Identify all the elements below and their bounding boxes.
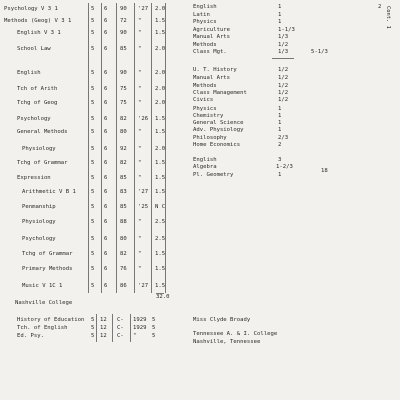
course-col-a: 5 <box>91 283 95 289</box>
course-col-a: 5 <box>91 266 95 272</box>
course-col-b: 6 <box>104 283 108 289</box>
left-total: 32.0 <box>156 294 170 300</box>
course-date: " <box>138 46 142 52</box>
column-divider <box>88 3 89 293</box>
course-grade: 85 <box>120 204 127 210</box>
course-col-a: 5 <box>91 204 95 210</box>
nashville-course-b: 12 <box>100 317 107 323</box>
course-date: '27 <box>138 6 149 12</box>
course-date: '27 <box>138 283 149 289</box>
column-divider <box>101 3 102 293</box>
course-credit: 2.0 <box>155 100 166 106</box>
course-date: " <box>138 146 142 152</box>
nashville-column-divider <box>130 314 131 342</box>
course-name: Primary Methods <box>22 266 73 272</box>
course-date: " <box>138 30 142 36</box>
course-date: " <box>138 18 142 24</box>
column-divider <box>134 3 135 293</box>
course-credit: 1.5 <box>155 283 166 289</box>
course-date: " <box>138 160 142 166</box>
right-bottom-subject: Algebra <box>193 164 217 170</box>
right-bottom-subject: Chemistry <box>193 113 224 119</box>
right-bottom-value: 1/2 <box>278 75 289 81</box>
course-name: Tchg of Grammar <box>17 160 68 166</box>
course-date: " <box>138 251 142 257</box>
right-bottom-subject: Pl. Geometry <box>193 172 234 178</box>
course-credit: 2.0 <box>155 6 166 12</box>
course-col-b: 6 <box>104 189 108 195</box>
right-bottom-value: 1/2 <box>278 67 289 73</box>
course-name: Methods (Geog) V 3 1 <box>4 18 72 24</box>
course-name: Physiology <box>22 146 56 152</box>
course-name: Penmanship <box>22 204 56 210</box>
nashville-heading: Nashville College <box>15 300 73 306</box>
right-bottom-subject: English <box>193 157 217 163</box>
course-col-b: 6 <box>104 175 108 181</box>
course-grade: 88 <box>120 219 127 225</box>
nashville-course-cr: 5 <box>152 333 156 339</box>
nashville-course-date: 1929 <box>133 325 147 331</box>
right-bottom-value: 1 <box>278 113 282 119</box>
right-bottom-subject: Physics <box>193 106 217 112</box>
course-date: " <box>138 236 142 242</box>
right-bottom-subject: General Science <box>193 120 244 126</box>
course-grade: 82 <box>120 251 127 257</box>
right-bottom-subject: U. T. History <box>193 67 237 73</box>
course-grade: 90 <box>120 6 127 12</box>
right-bottom-value: 1 <box>278 127 282 133</box>
side-annotation: Cont. 1 <box>385 6 391 29</box>
course-grade: 92 <box>120 146 127 152</box>
course-col-a: 5 <box>91 70 95 76</box>
nashville-course-b: 12 <box>100 333 107 339</box>
right-top-subject: Class Mgt. <box>193 49 227 55</box>
course-credit: 2.5 <box>155 219 166 225</box>
course-date: " <box>138 86 142 92</box>
nashville-course-cr: 5 <box>152 317 156 323</box>
right-bottom-value: 3 <box>278 157 282 163</box>
right-top-rule <box>272 58 294 59</box>
column-divider <box>151 3 152 293</box>
course-col-a: 5 <box>91 175 95 181</box>
signature-name: Miss Clyde Broady <box>193 317 251 323</box>
course-name: Psychology V 3 1 <box>4 6 58 12</box>
signature-school: Tennessee A. & I. College <box>193 331 278 337</box>
course-date: " <box>138 266 142 272</box>
course-name: General Methods <box>17 129 68 135</box>
course-col-b: 6 <box>104 6 108 12</box>
right-bottom-value: 1/2 <box>278 83 289 89</box>
right-bottom-subject: Class Management <box>193 90 247 96</box>
course-name: Tch of Arith <box>17 86 58 92</box>
course-grade: 75 <box>120 100 127 106</box>
right-bottom-subject: Methods <box>193 83 217 89</box>
nashville-course-a: 5 <box>91 333 95 339</box>
nashville-course-cr: 5 <box>152 325 156 331</box>
course-grade: 72 <box>120 18 127 24</box>
right-top-value: 1/2 <box>278 41 289 48</box>
right-bottom-subject: Civics <box>193 97 214 103</box>
right-bottom-value: 1/2 <box>278 90 289 96</box>
right-top-subject: Manual Arts <box>193 34 231 40</box>
course-col-b: 6 <box>104 116 108 122</box>
course-col-b: 6 <box>104 236 108 242</box>
course-name: Psychology <box>22 236 56 242</box>
course-grade: 75 <box>120 86 127 92</box>
right-top-value: 1 <box>278 19 282 25</box>
course-grade: 86 <box>120 283 127 289</box>
course-grade: 82 <box>120 160 127 166</box>
course-credit: 1.5 <box>155 18 166 24</box>
course-credit: 1.5 <box>155 30 166 36</box>
course-name: Tchg of Geog <box>17 100 58 106</box>
course-col-a: 5 <box>91 251 95 257</box>
course-credit: 1.5 <box>155 266 166 272</box>
course-name: Arithmetic V B 1 <box>22 189 76 195</box>
nashville-course-a: 5 <box>91 317 95 323</box>
course-col-a: 5 <box>91 100 95 106</box>
course-credit: 1.5 <box>155 116 166 122</box>
nashville-course-a: 5 <box>91 325 95 331</box>
course-col-a: 5 <box>91 116 95 122</box>
right-top-value: 1 <box>278 11 282 18</box>
right-top-subject: Latin <box>193 11 210 18</box>
right-bottom-total: 18 <box>321 168 328 174</box>
course-col-b: 6 <box>104 18 108 24</box>
right-top-total: 2 <box>378 4 382 10</box>
nashville-course-grade: C- <box>117 325 124 331</box>
nashville-column-divider <box>96 314 97 342</box>
course-date: " <box>138 129 142 135</box>
course-grade: 90 <box>120 30 127 36</box>
nashville-course-date: 1929 <box>133 317 147 323</box>
course-date: " <box>138 70 142 76</box>
course-date: '27 <box>138 189 149 195</box>
course-col-b: 6 <box>104 251 108 257</box>
course-name: English <box>17 70 41 76</box>
right-top-subject: Methods <box>193 41 217 48</box>
right-bottom-value: 1 <box>278 120 282 126</box>
course-credit: 2.0 <box>155 70 166 76</box>
course-grade: 90 <box>120 70 127 76</box>
right-bottom-value: 2/3 <box>278 135 289 141</box>
course-col-a: 5 <box>91 30 95 36</box>
course-name: Tchg of Grammar <box>22 251 73 257</box>
right-bottom-value: 1 <box>278 172 282 178</box>
right-top-total: 5-1/3 <box>311 49 328 55</box>
right-bottom-subject: Philosophy <box>193 135 227 141</box>
course-date: " <box>138 100 142 106</box>
course-col-b: 6 <box>104 219 108 225</box>
right-top-value: 1/3 <box>278 49 289 55</box>
right-bottom-value: 1/2 <box>278 97 289 103</box>
course-grade: 80 <box>120 129 127 135</box>
course-name: School Law <box>17 46 51 52</box>
course-col-a: 5 <box>91 46 95 52</box>
course-col-b: 6 <box>104 86 108 92</box>
nashville-course-b: 12 <box>100 325 107 331</box>
course-col-a: 5 <box>91 189 95 195</box>
course-credit: 2.0 <box>155 146 166 152</box>
nashville-course-name: History of Education <box>17 317 85 323</box>
course-credit: 1.5 <box>155 189 166 195</box>
nashville-course-name: Ed. Psy. <box>17 333 44 339</box>
right-bottom-value: 1 <box>278 106 282 112</box>
right-top-subject: English <box>193 4 217 10</box>
course-date: " <box>138 219 142 225</box>
course-col-a: 5 <box>91 219 95 225</box>
course-col-b: 6 <box>104 70 108 76</box>
course-name: Physiology <box>22 219 56 225</box>
course-col-a: 5 <box>91 86 95 92</box>
right-bottom-subject: Adv. Physiology <box>193 127 244 133</box>
course-col-a: 5 <box>91 160 95 166</box>
course-col-b: 6 <box>104 30 108 36</box>
nashville-course-date: " <box>133 333 137 339</box>
course-credit: 1.5 <box>155 160 166 166</box>
course-date: " <box>138 175 142 181</box>
course-credit: 1.5 <box>155 175 166 181</box>
right-top-value: 1/3 <box>278 34 289 40</box>
right-bottom-value: 1-2/3 <box>276 164 293 170</box>
course-col-a: 5 <box>91 18 95 24</box>
course-col-a: 5 <box>91 236 95 242</box>
right-top-subject: Physics <box>193 19 217 25</box>
course-grade: 83 <box>120 189 127 195</box>
course-col-b: 6 <box>104 146 108 152</box>
course-credit: 2.0 <box>155 86 166 92</box>
course-credit: 2.0 <box>155 46 166 52</box>
signature-city: Nashville, Tennessee <box>193 339 261 345</box>
course-name: Psychology <box>17 116 51 122</box>
course-credit: 2.5 <box>155 236 166 242</box>
nashville-column-divider <box>112 314 113 342</box>
course-col-b: 6 <box>104 100 108 106</box>
course-grade: 80 <box>120 236 127 242</box>
right-bottom-subject: Home Economics <box>193 142 241 148</box>
course-date: '25 <box>138 204 149 210</box>
course-grade: 85 <box>120 46 127 52</box>
right-bottom-subject: Manual Arts <box>193 75 231 81</box>
right-top-value: 1-1/3 <box>278 26 295 33</box>
course-name: Expression <box>17 175 51 181</box>
right-top-subject: Agriculture <box>193 26 231 33</box>
course-col-b: 6 <box>104 160 108 166</box>
course-credit: 1.5 <box>155 129 166 135</box>
course-date: '26 <box>138 116 149 122</box>
course-grade: 85 <box>120 175 127 181</box>
course-col-b: 6 <box>104 129 108 135</box>
nashville-course-grade: C- <box>117 333 124 339</box>
nashville-course-name: Tch. of English <box>17 325 68 331</box>
column-divider <box>116 3 117 293</box>
course-credit: N C <box>155 204 166 210</box>
course-credit: 1.5 <box>155 251 166 257</box>
course-name: English V 3 1 <box>17 30 61 36</box>
course-grade: 82 <box>120 116 127 122</box>
course-col-a: 5 <box>91 6 95 12</box>
course-name: Music V 1C 1 <box>22 283 63 289</box>
course-grade: 76 <box>120 266 127 272</box>
nashville-course-grade: C- <box>117 317 124 323</box>
course-col-b: 6 <box>104 204 108 210</box>
course-col-a: 5 <box>91 129 95 135</box>
course-col-a: 5 <box>91 146 95 152</box>
column-divider <box>165 3 166 293</box>
right-bottom-value: 2 <box>278 142 282 148</box>
course-col-b: 6 <box>104 46 108 52</box>
right-top-value: 1 <box>278 4 282 10</box>
course-col-b: 6 <box>104 266 108 272</box>
